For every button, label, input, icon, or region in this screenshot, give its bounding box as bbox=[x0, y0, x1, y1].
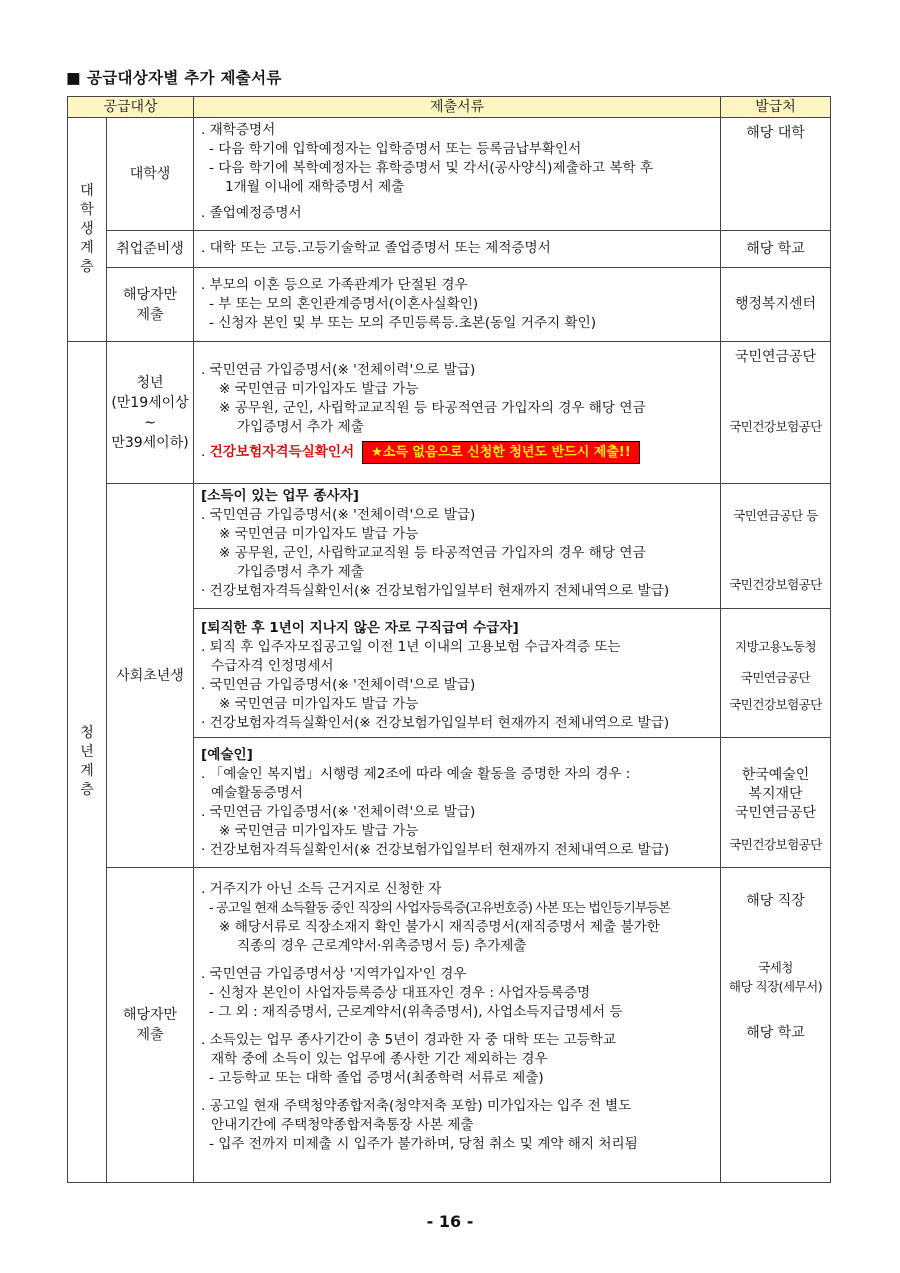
table-row-youth bbox=[68, 342, 831, 484]
docs-jobseeker: . 대학 또는 고등.고등기술학교 졸업증명서 또는 제적증명서 bbox=[194, 231, 721, 268]
docs-youth: . 국민연금 가입증명서(※ '전체이력'으로 발급) ※ 국민연금 미가입자도 발급 가능 ※ 공무원, 군인, 사립학교교직원 등 타공적연금 가입자의 경우 해당 연금 가입증명서 추가 제출 . 건강보험자격득실확인서 ★소득 없음으로 신청한 청년도 반드시 제출!! bbox=[194, 342, 721, 484]
issuer-youth: 국민연금공단 국민건강보험공단 bbox=[721, 342, 831, 484]
docs-newworker-artist: [예술인] . 「예술인 복지법」시행령 제2조에 따라 예술 활동을 증명한 자의 경우 : 예술활동증명서 . 국민연금 가입증명서(※ '전체이력'으로 발급) ※ 국민연금 미가입자도 발급 가능 · 건강보험자격득실확인서(※ 건강보험가입일부터 현재까지 전체내역으로 발급) bbox=[194, 738, 721, 868]
table-row-youth-applicable bbox=[68, 868, 831, 1183]
section-heading bbox=[66, 66, 282, 88]
square-bullet-icon: ■ bbox=[66, 69, 81, 87]
docs-newworker-retired: [퇴직한 후 1년이 지나지 않은 자로 구직급여 수급자] . 퇴직 후 입주자모집공고일 이전 1년 이내의 고용보험 수급자격증 또는 수급자격 인정명세서 . 국민연금 가입증명서(※ '전체이력'으로 발급) ※ 국민연금 미가입자도 발급 가능 · 건강보험자격득실확인서(※ 건강보험가입일부터 현재까지 전체내역으로 발급) bbox=[194, 609, 721, 738]
issuer-jobseeker: 해당 학교 bbox=[721, 231, 831, 268]
target-jobseeker: 취업준비생 bbox=[107, 231, 194, 268]
health-insurance-label: 건강보험자격득실확인서 bbox=[209, 443, 355, 460]
issuer-newworker-artist: 한국예술인 복지재단 국민연금공단 국민건강보험공단 bbox=[721, 738, 831, 868]
docs-newworker-income: [소득이 있는 업무 종사자] . 국민연금 가입증명서(※ '전체이력'으로 발급) ※ 국민연금 미가입자도 발급 가능 ※ 공무원, 군인, 사립학교교직원 등 타공적연금 가입자의 경우 해당 연금 가입증명서 추가 제출 · 건강보험자격득실확인서(※ 건강보험가입일부터 현재까지 전체내역으로 발급) bbox=[194, 484, 721, 609]
issuer-youth-applicable: 해당 직장 국세청 해당 직장(세무서) 해당 학교 bbox=[721, 868, 831, 1183]
issuer-newworker-retired: 지방고용노동청 국민연금공단 국민건강보험공단 bbox=[721, 609, 831, 738]
target-college-applicable: 해당자만 제출 bbox=[107, 268, 194, 342]
header-issuer: 발급처 bbox=[721, 97, 831, 118]
group-label-youth: 청 년 계 층 bbox=[68, 342, 107, 1183]
header-target: 공급대상 bbox=[68, 97, 194, 118]
table-row-university bbox=[68, 118, 831, 231]
docs-university: . 재학증명서 - 다음 학기에 입학예정자는 입학증명서 또는 등록금납부확인서 - 다음 학기에 복학예정자는 휴학증명서 및 각서(공사양식)제출하고 복학 후 1개월 이내에 재학증명서 제출 . 졸업예정증명서 bbox=[194, 118, 721, 231]
page-number: - 16 - bbox=[426, 1212, 474, 1231]
target-youth: 청년 (만19세이상 ~ 만39세이하) bbox=[107, 342, 194, 484]
documents-table bbox=[67, 96, 831, 1183]
target-youth-applicable: 해당자만 제출 bbox=[107, 868, 194, 1183]
warning-badge: ★소득 없음으로 신청한 청년도 반드시 제출!! bbox=[362, 441, 640, 464]
table-row-jobseeker bbox=[68, 231, 831, 268]
docs-youth-applicable: . 거주지가 아닌 소득 근거지로 신청한 자 - 공고일 현재 소득활동 중인 직장의 사업자등록증(고유번호증) 사본 또는 법인등기부등본 ※ 해당서류로 직장소재지 확인 불가시 재직증명서(재직증명서 제출 불가한 직종의 경우 근로계약서·위촉증명서 등) 추가제출 . 국민연금 가입증명서상 '지역가입자'인 경우 - 신청자 본인이 사업자등록증상 대표자인 경우 : 사업자등록증명 - 그 외 : 재직증명서, 근로계약서(위촉증명서), 사업소득지급명세서 등 . 소득있는 업무 종사기간이 총 5년이 경과한 자 중 대학 또는 고등학교 재학 중에 소득이 있는 업무에 종사한 기간 제외하는 경우 - 고등학교 또는 대학 졸업 증명서(최종학력 서류로 제출) . 공고일 현재 주택청약종합저축(청약저축 포함) 미가입자는 입주 전 별도 안내기간에 주택청약종합저축통장 사본 제출 - 입주 전까지 미제출 시 입주가 불가하며, 당첨 취소 및 계약 해지 처리됨 bbox=[194, 868, 721, 1183]
table-header-row bbox=[68, 97, 831, 118]
target-newworker: 사회초년생 bbox=[107, 484, 194, 868]
docs-college-applicable: . 부모의 이혼 등으로 가족관계가 단절된 경우 - 부 또는 모의 혼인관계증명서(이혼사실확인) - 신청자 본인 및 부 또는 모의 주민등록등.초본(동일 거주지 확인) bbox=[194, 268, 721, 342]
table-row-college-applicable bbox=[68, 268, 831, 342]
issuer-newworker-income: 국민연금공단 등 국민건강보험공단 bbox=[721, 484, 831, 609]
table-row-newworker-income bbox=[68, 484, 831, 609]
section-title: 공급대상자별 추가 제출서류 bbox=[86, 69, 282, 87]
issuer-college-applicable: 행정복지센터 bbox=[721, 268, 831, 342]
target-university: 대학생 bbox=[107, 118, 194, 231]
group-label-college: 대 학 생 계 층 bbox=[68, 118, 107, 342]
header-documents: 제출서류 bbox=[194, 97, 721, 118]
issuer-university: 해당 대학 bbox=[721, 118, 831, 231]
